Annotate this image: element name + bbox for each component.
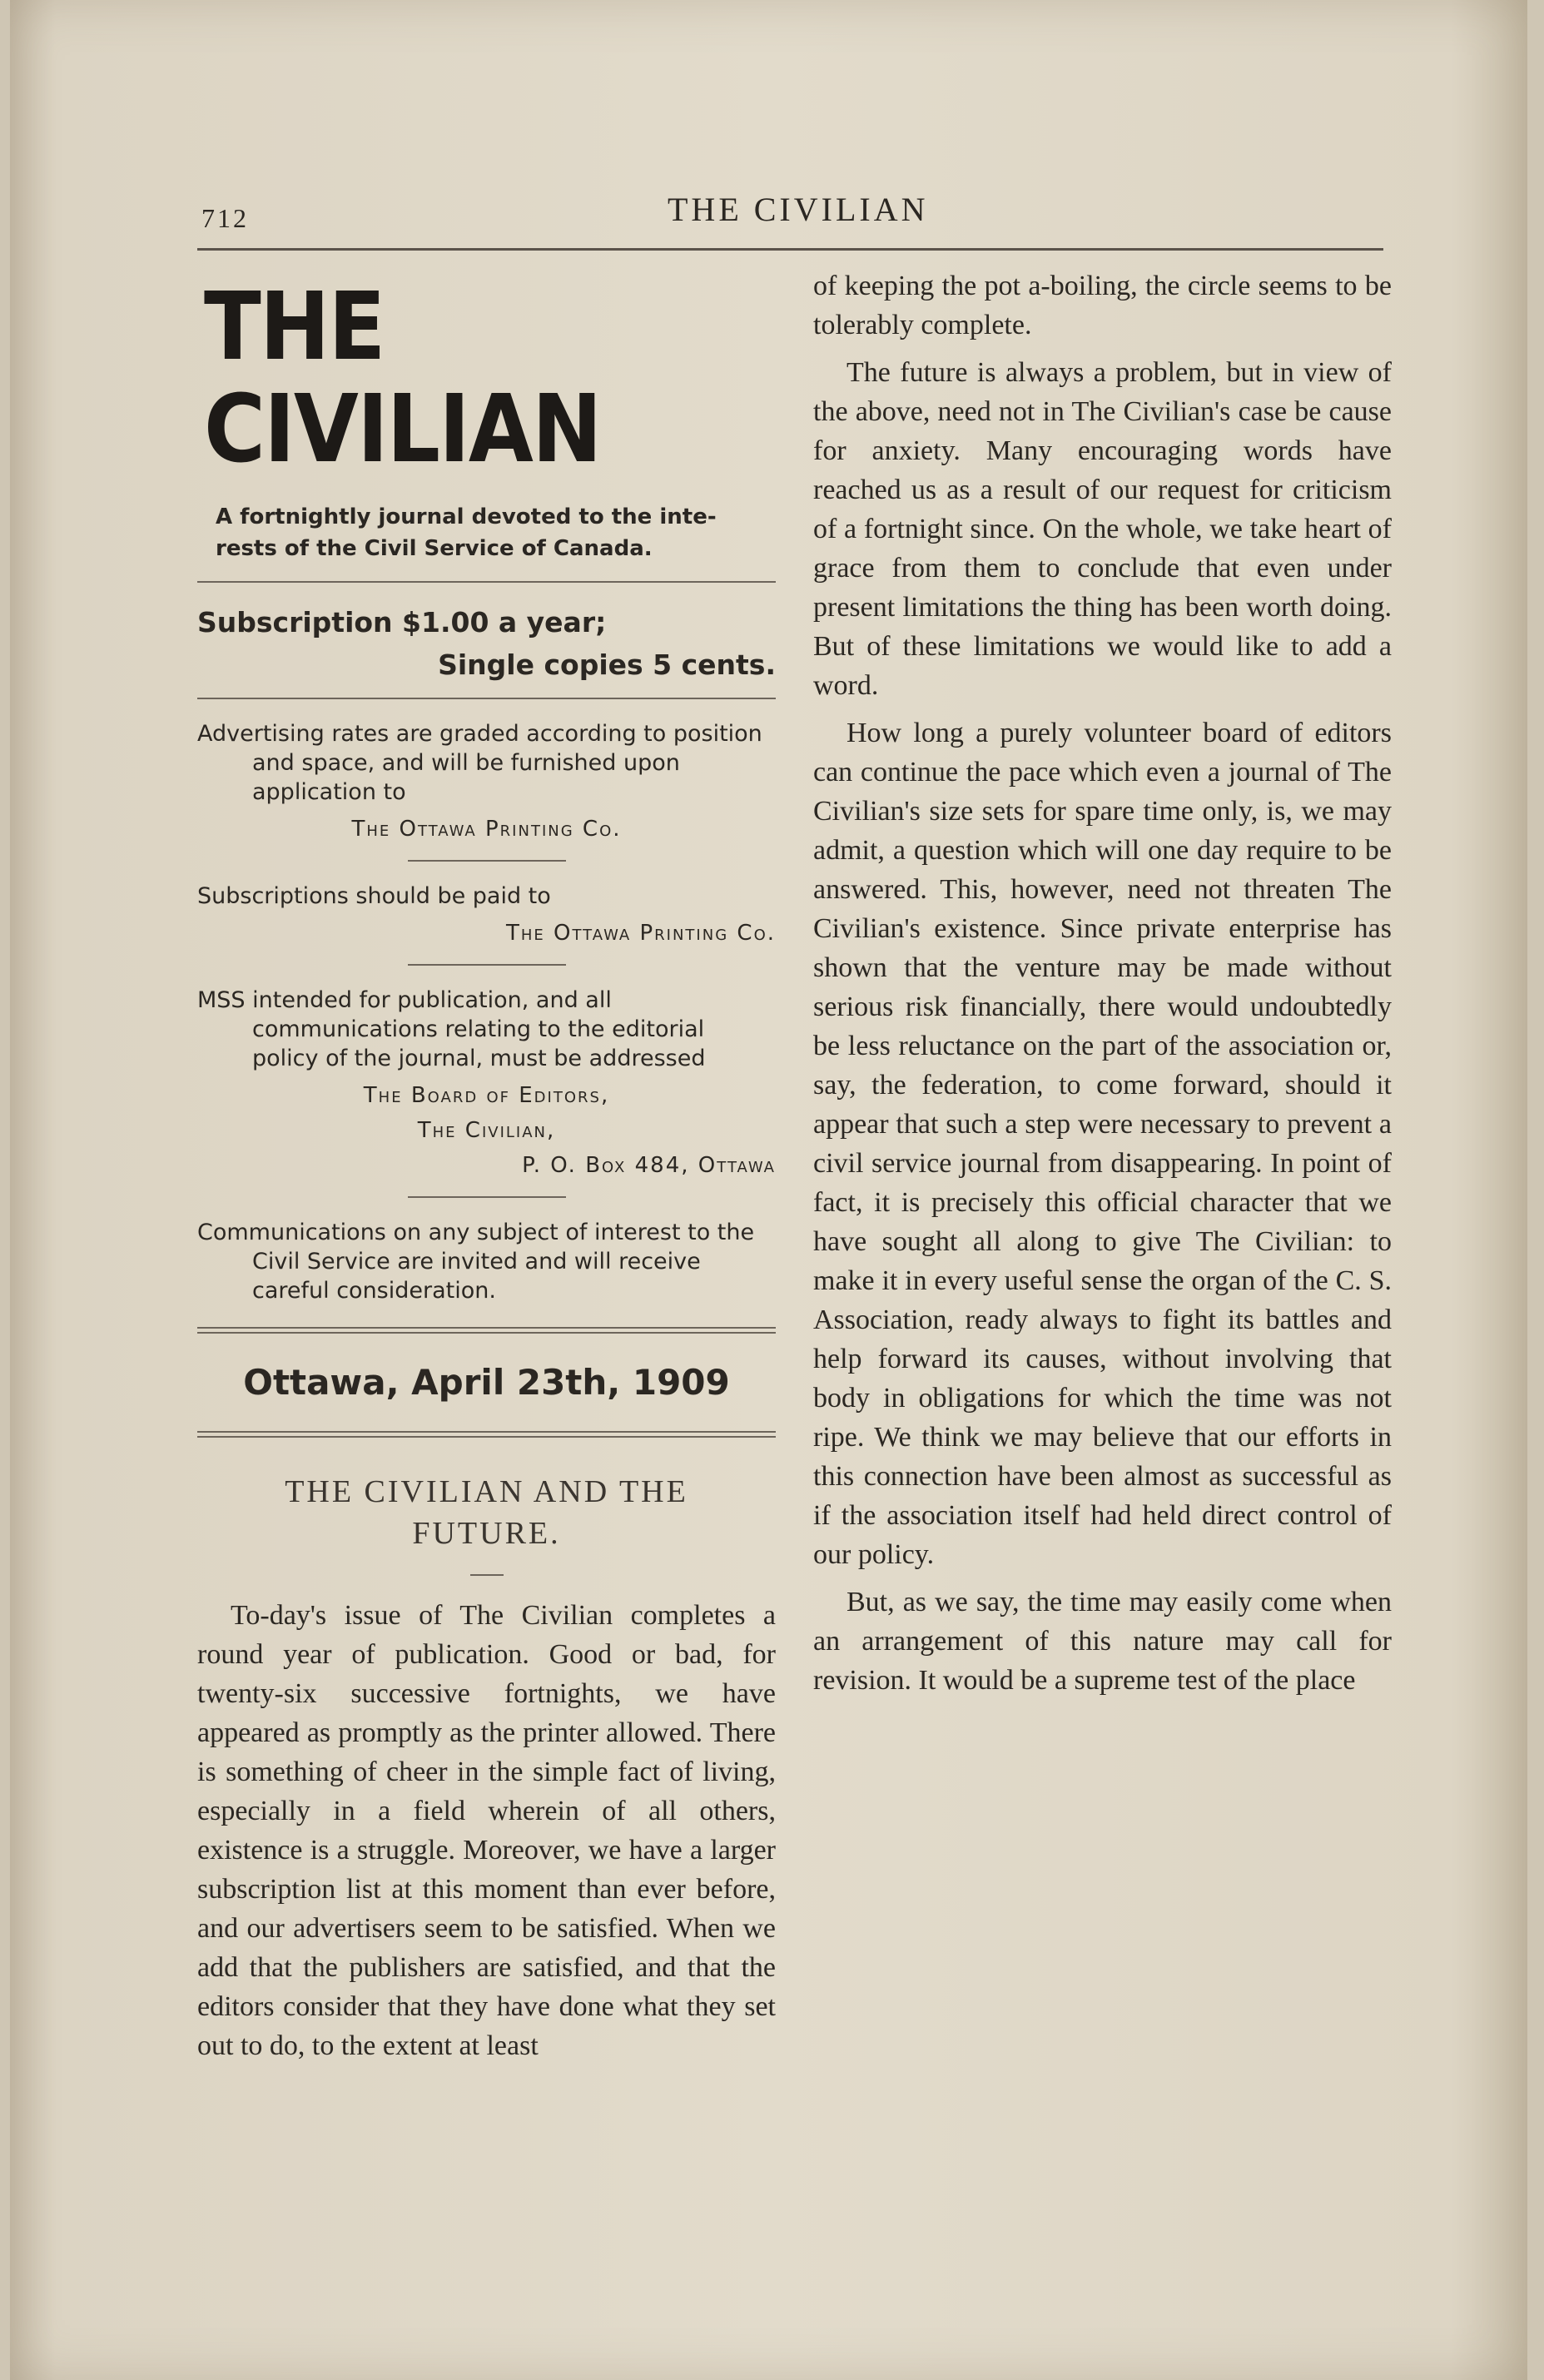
- short-divider: [408, 964, 566, 966]
- article-body-right: [813, 266, 1392, 1700]
- top-rule: [197, 248, 1383, 251]
- subscription-price: Subscription $1.00 a year;: [197, 606, 607, 639]
- page: [10, 0, 1527, 2380]
- advertising-contact: The Ottawa Printing Co.: [351, 817, 622, 842]
- article-title-line-1: THE CIVILIAN AND THE: [285, 1474, 688, 1510]
- advertising-notice: Advertising rates are graded according to position and space, and will be furnished upon application to: [197, 721, 762, 806]
- tagline-line-1: A fortnightly journal devoted to the inte-: [216, 504, 717, 530]
- paragraph: But, as we say, the time may easily come when an arrangement of this nature may call for revision. It would be a supreme test of the place: [813, 1587, 1392, 1696]
- subscription-contact: The Ottawa Printing Co.: [505, 921, 776, 947]
- page-number: 712: [201, 203, 249, 233]
- editors-address-1: The Board of Editors,: [363, 1083, 610, 1109]
- editors-address-2: The Civilian,: [417, 1118, 556, 1144]
- mss-notice: MSS intended for publication, and all communications relating to the editorial policy of the journal, must be addressed: [197, 987, 706, 1072]
- divider: [197, 698, 776, 699]
- divider: [197, 581, 776, 583]
- single-copy-price: Single copies 5 cents.: [438, 648, 776, 682]
- short-divider: [408, 860, 566, 862]
- short-divider: [408, 1196, 566, 1198]
- paragraph: of keeping the pot a-boiling, the circle seems to be tolerably complete.: [813, 271, 1392, 340]
- paragraph: The future is always a problem, but in view of the above, need not in The Civilian's case be cause for anxiety. Many encouraging words have reached us as a result of our request for criticism of a fortnight since. On the whole, we take heart of grace from them to conclude that even under present limitations the thing has been worth doing. But of these limitations we would like to add a word.: [813, 357, 1392, 701]
- editors-address-3: P. O. Box 484, Ottawa: [522, 1153, 776, 1179]
- title-dash: [470, 1574, 504, 1576]
- article-title-line-2: FUTURE.: [412, 1516, 561, 1552]
- masthead-tagline: [216, 501, 776, 564]
- dateline: Ottawa, April 23th, 1909: [243, 1362, 730, 1404]
- article-body-left: [197, 1596, 776, 2065]
- double-rule: [197, 1431, 776, 1438]
- paragraph: To-day's issue of The Civilian completes a round year of publication. Good or bad, for twenty-six successive fortnights, we have appeared as promptly as the printer allowed. There is something of cheer in the simple fact of living, especially in a field wherein of all others, existence is a struggle. Moreover, we have a larger subscription list at this moment than ever before, and our advertisers seem to be satisfied. When we add that the publishers are satisfied, and that the editors consider that they have done what they set out to do, to the extent at least: [197, 1600, 776, 2062]
- left-column: [197, 266, 776, 2065]
- communications-notice: Communications on any subject of interest to the Civil Service are invited and will receive careful consideration.: [197, 1220, 755, 1304]
- double-rule: [197, 1327, 776, 1334]
- subscription-notice: Subscriptions should be paid to: [197, 883, 551, 910]
- tagline-line-2: rests of the Civil Service of Canada.: [216, 536, 653, 562]
- article-title: [197, 1471, 776, 1554]
- running-title: THE CIVILIAN: [668, 191, 929, 228]
- masthead-title: THE CIVILIAN: [204, 273, 601, 484]
- paragraph: How long a purely volunteer board of editors can continue the pace which even a journal of The Civilian's size sets for spare time only, is, we may admit, a question which will one day require to be answered. This, however, need not threaten The Civilian's existence. Since private enterprise has shown that the venture may be made without serious risk financially, there would undoubtedly be less reluctance on the part of the association or, say, the federation, to come forward, should it appear that such a step were necessary to prevent a civil service journal from disappearing. In point of fact, it is precisely this official character that we have sought all along to give The Civilian: to make it in every useful sense the organ of the C. S. Association, ready always to fight its battles and help forward its causes, without involving that body in obligations for which the time was not ripe. We think we may believe that our efforts in this connection have been almost as successful as if the association itself had held direct control of our policy.: [813, 718, 1392, 1570]
- right-column: [813, 266, 1392, 1700]
